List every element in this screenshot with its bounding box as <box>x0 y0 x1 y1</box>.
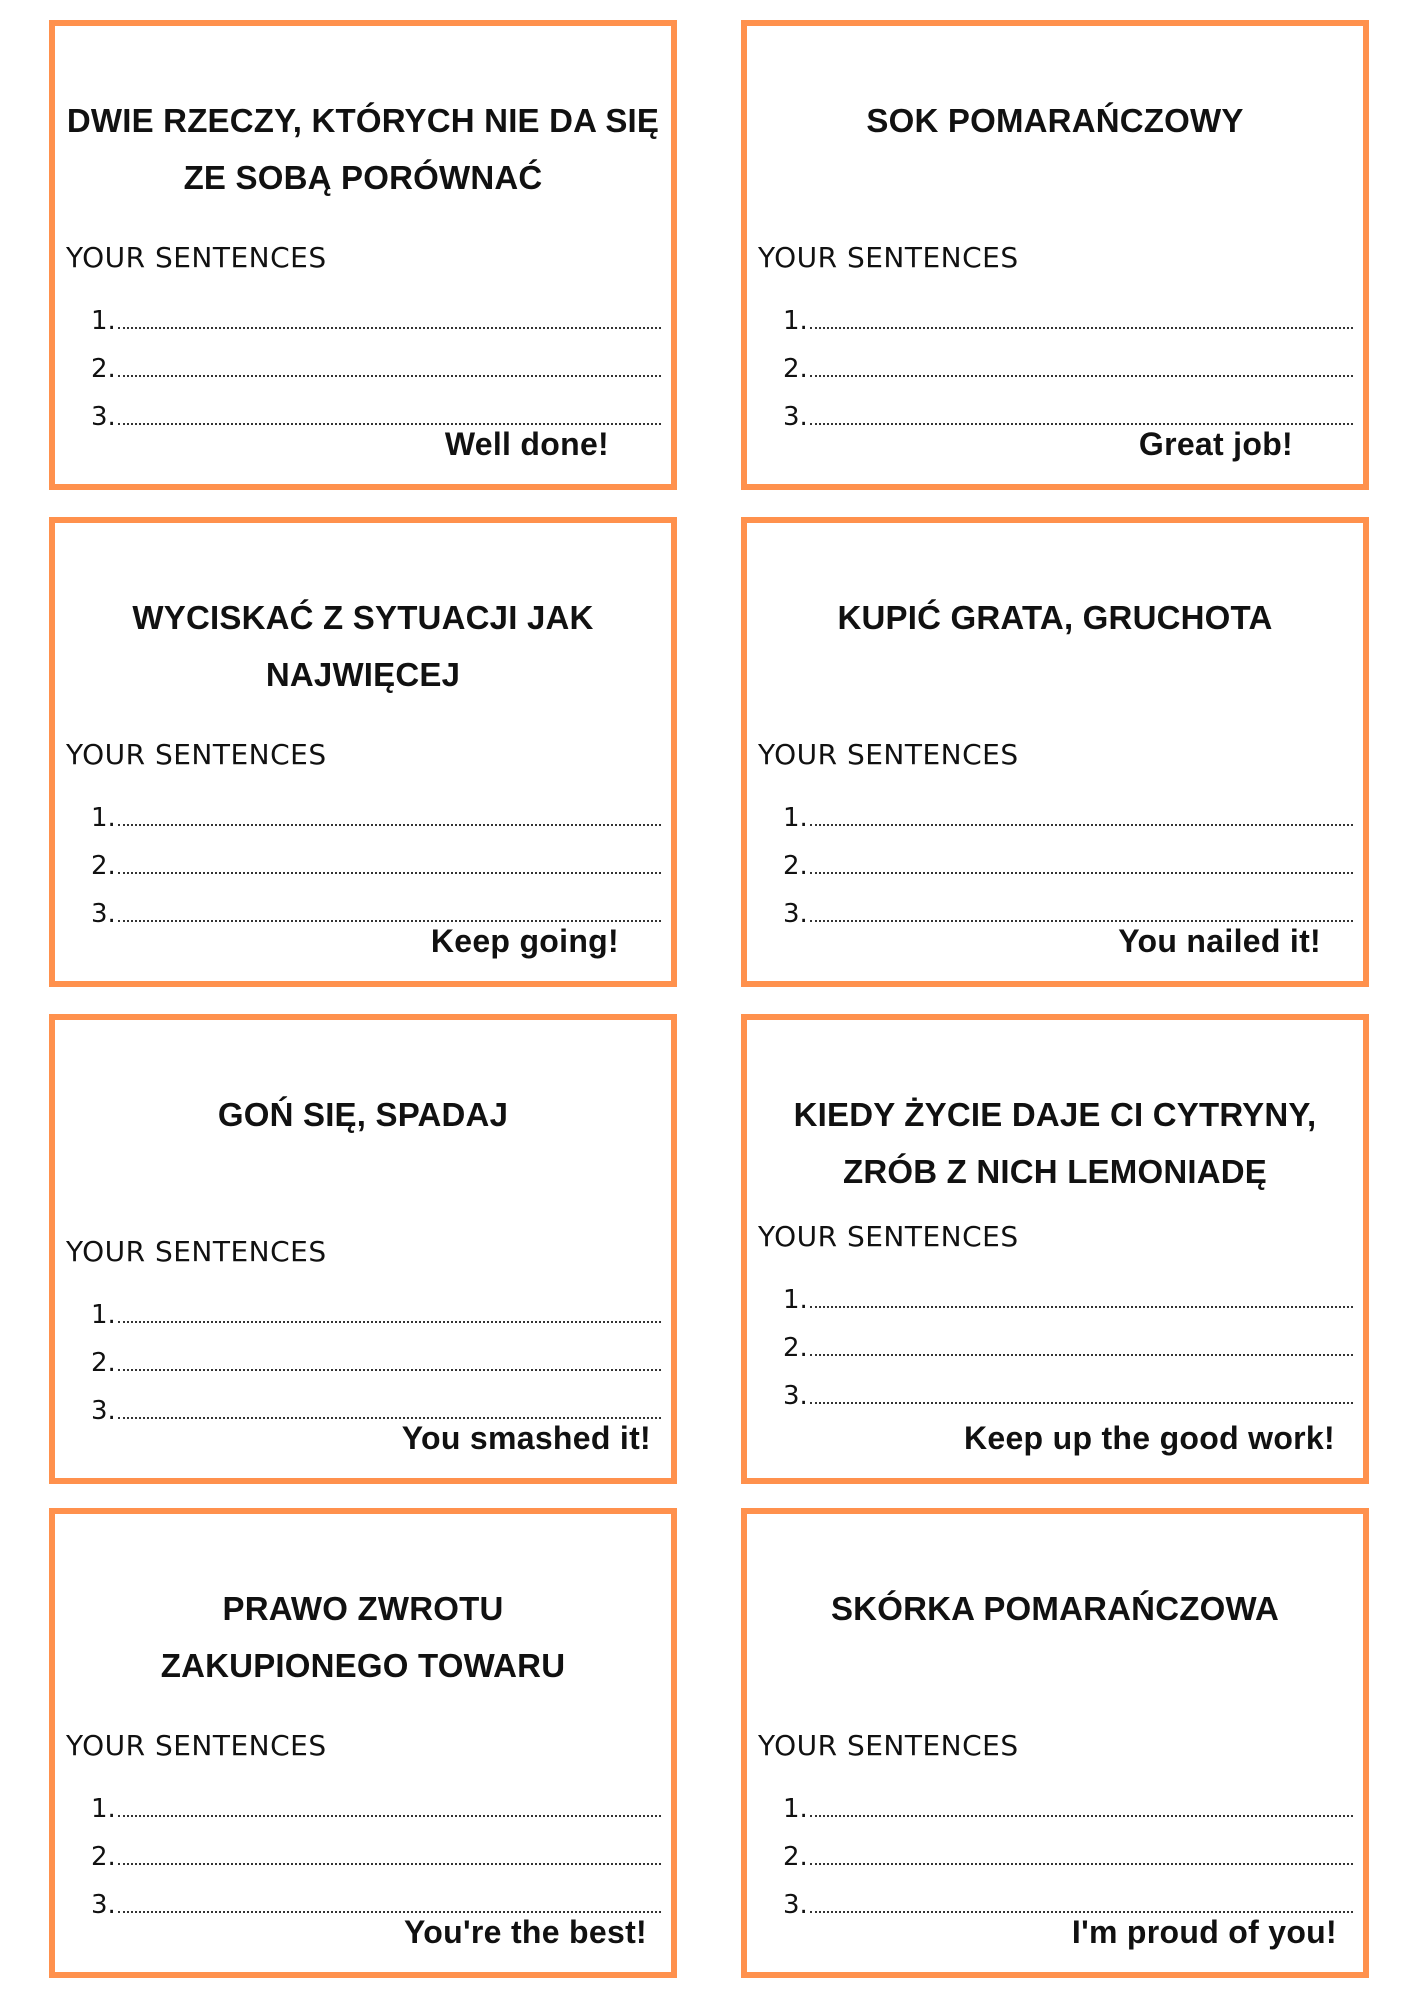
dotted-line <box>810 1815 1353 1817</box>
answer-line[interactable] <box>783 384 1353 432</box>
dotted-line <box>810 872 1353 874</box>
dotted-line <box>810 1911 1353 1913</box>
dotted-line <box>118 375 661 377</box>
card-title: PRAWO ZWROTU ZAKUPIONEGO TOWARU <box>160 1590 566 1684</box>
answer-line[interactable] <box>783 1267 1353 1315</box>
answer-line[interactable] <box>91 881 661 929</box>
dotted-line <box>118 423 661 425</box>
line-number: 2. <box>91 1348 116 1378</box>
phrase-card <box>49 1014 677 1484</box>
phrase-card <box>49 517 677 987</box>
sentences-label: YOUR SENTENCES <box>66 241 327 274</box>
answer-line[interactable] <box>91 1378 661 1426</box>
line-number: 2. <box>783 851 808 881</box>
line-number: 1. <box>783 1285 808 1315</box>
card-title: GOŃ SIĘ, SPADAJ <box>217 1096 509 1133</box>
answer-line[interactable] <box>783 288 1353 336</box>
answer-line[interactable] <box>91 1282 661 1330</box>
line-number: 1. <box>91 803 116 833</box>
sentences-label: YOUR SENTENCES <box>758 1220 1019 1253</box>
sentences-label: YOUR SENTENCES <box>758 241 1019 274</box>
line-number: 3. <box>91 1890 116 1920</box>
phrase-card <box>741 1014 1369 1484</box>
phrase-card <box>741 517 1369 987</box>
answer-line[interactable] <box>783 881 1353 929</box>
card-title: KIEDY ŻYCIE DAJE CI CYTRYNY, ZRÓB Z NICH LEMONIADĘ <box>793 1096 1317 1190</box>
answer-lines <box>783 288 1353 432</box>
line-number: 2. <box>783 1333 808 1363</box>
praise-text: You nailed it! <box>1118 923 1321 959</box>
dotted-line <box>810 1863 1353 1865</box>
answer-line[interactable] <box>91 785 661 833</box>
line-number: 2. <box>783 354 808 384</box>
answer-line[interactable] <box>783 833 1353 881</box>
line-number: 3. <box>91 1396 116 1426</box>
answer-line[interactable] <box>783 1776 1353 1824</box>
answer-lines <box>91 1282 661 1426</box>
card-title: SOK POMARAŃCZOWY <box>866 102 1244 139</box>
answer-line[interactable] <box>91 336 661 384</box>
dotted-line <box>118 327 661 329</box>
answer-line[interactable] <box>91 1776 661 1824</box>
dotted-line <box>118 1815 661 1817</box>
line-number: 1. <box>783 306 808 336</box>
sentences-label: YOUR SENTENCES <box>758 738 1019 771</box>
line-number: 2. <box>91 354 116 384</box>
dotted-line <box>810 1402 1353 1404</box>
dotted-line <box>118 1369 661 1371</box>
line-number: 3. <box>783 1890 808 1920</box>
answer-line[interactable] <box>91 384 661 432</box>
line-number: 3. <box>91 899 116 929</box>
answer-lines <box>91 1776 661 1920</box>
line-number: 3. <box>783 1381 808 1411</box>
line-number: 1. <box>783 1794 808 1824</box>
answer-lines <box>91 785 661 929</box>
answer-line[interactable] <box>783 1315 1353 1363</box>
answer-line[interactable] <box>783 1363 1353 1411</box>
praise-text: Great job! <box>1138 426 1293 462</box>
praise-text: Keep going! <box>430 923 619 959</box>
line-number: 1. <box>783 803 808 833</box>
line-number: 2. <box>91 1842 116 1872</box>
answer-lines <box>783 785 1353 929</box>
sentences-label: YOUR SENTENCES <box>758 1729 1019 1762</box>
sentences-label: YOUR SENTENCES <box>66 738 327 771</box>
dotted-line <box>810 423 1353 425</box>
dotted-line <box>118 1417 661 1419</box>
praise-text: You smashed it! <box>401 1420 651 1456</box>
phrase-card <box>49 20 677 490</box>
answer-line[interactable] <box>91 1872 661 1920</box>
answer-line[interactable] <box>783 1872 1353 1920</box>
answer-line[interactable] <box>91 833 661 881</box>
line-number: 1. <box>91 1794 116 1824</box>
answer-lines <box>783 1776 1353 1920</box>
dotted-line <box>118 920 661 922</box>
praise-text: I'm proud of you! <box>1071 1914 1337 1950</box>
phrase-card <box>49 1508 677 1978</box>
dotted-line <box>810 375 1353 377</box>
line-number: 1. <box>91 306 116 336</box>
phrase-card <box>741 1508 1369 1978</box>
card-title: DWIE RZECZY, KTÓRYCH NIE DA SIĘ ZE SOBĄ PORÓWNAĆ <box>66 102 660 196</box>
answer-line[interactable] <box>91 288 661 336</box>
phrase-card <box>741 20 1369 490</box>
dotted-line <box>810 327 1353 329</box>
answer-line[interactable] <box>91 1330 661 1378</box>
card-title: KUPIĆ GRATA, GRUCHOTA <box>837 599 1273 636</box>
answer-line[interactable] <box>91 1824 661 1872</box>
dotted-line <box>118 1863 661 1865</box>
sentences-label: YOUR SENTENCES <box>66 1729 327 1762</box>
answer-lines <box>91 288 661 432</box>
praise-text: You're the best! <box>404 1914 647 1950</box>
line-number: 2. <box>783 1842 808 1872</box>
dotted-line <box>118 824 661 826</box>
dotted-line <box>810 1354 1353 1356</box>
praise-text: Keep up the good work! <box>963 1420 1335 1456</box>
dotted-line <box>118 872 661 874</box>
dotted-line <box>810 1306 1353 1308</box>
line-number: 3. <box>91 402 116 432</box>
praise-text: Well done! <box>444 426 609 462</box>
answer-line[interactable] <box>783 785 1353 833</box>
line-number: 3. <box>783 899 808 929</box>
card-title: WYCISKAĆ Z SYTUACJI JAK NAJWIĘCEJ <box>132 599 594 693</box>
card-title: SKÓRKA POMARAŃCZOWA <box>830 1590 1280 1627</box>
answer-line[interactable] <box>783 336 1353 384</box>
dotted-line <box>118 1911 661 1913</box>
line-number: 2. <box>91 851 116 881</box>
line-number: 3. <box>783 402 808 432</box>
sentences-label: YOUR SENTENCES <box>66 1235 327 1268</box>
dotted-line <box>810 920 1353 922</box>
answer-line[interactable] <box>783 1824 1353 1872</box>
dotted-line <box>118 1321 661 1323</box>
line-number: 1. <box>91 1300 116 1330</box>
dotted-line <box>810 824 1353 826</box>
answer-lines <box>783 1267 1353 1411</box>
